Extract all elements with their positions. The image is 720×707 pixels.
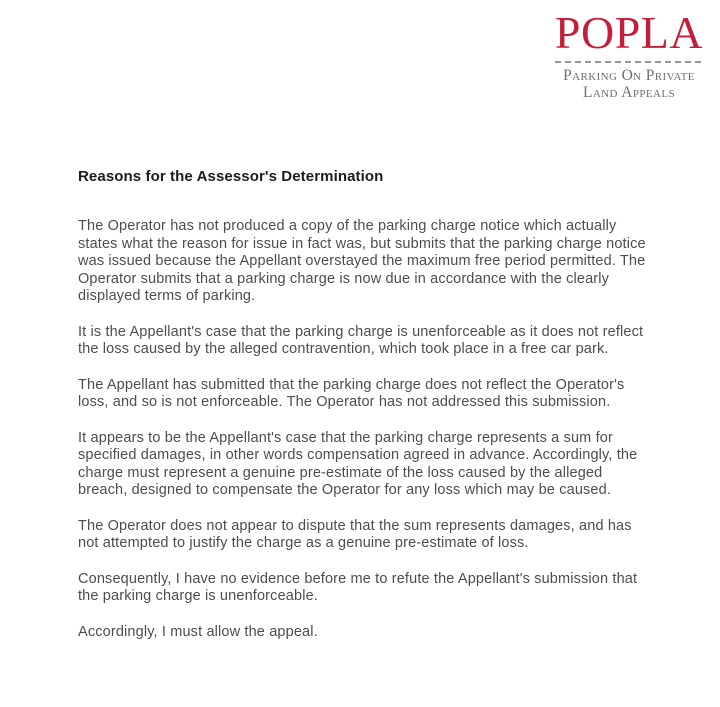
paragraph-operator-no-dispute: The Operator does not appear to dispute that the sum represents damages, and has not attempted to justify the charge as a genuine pre-estimate of loss. — [78, 517, 632, 551]
paragraph-allow-appeal: Accordingly, I must allow the appeal. — [78, 623, 318, 640]
paragraph-specified-damages: It appears to be the Appellant's case that the parking charge represents a sum for specified damages, in other words compensation agreed in advance. Accordingly, the charge must represent a genuine pre-estimate of the loss caused by the alleged breach, designed to compensate the Operator for any loss which may be caused. — [78, 429, 638, 498]
logo-subtitle-line1: Parking On Private — [563, 67, 695, 84]
paragraph-appellant-case: It is the Appellant's case that the parking charge is unenforceable as it does not reflect the loss caused by the alleged contravention, which took place in a free car park. — [78, 323, 644, 357]
determination-body — [78, 168, 653, 659]
popla-logo — [554, 8, 704, 101]
paragraph-operator-submission: The Operator has not produced a copy of the parking charge notice which actually states what the reason for issue in fact was, but submits that the parking charge notice was issued because the Appellant overstayed the maximum free period permitted. The Operator submits that a parking charge is now due in accordance with the clearly displayed terms of parking. — [78, 218, 646, 304]
paragraph-conclusion-evidence: Consequently, I have no evidence before me to refute the Appellant's submission that the parking charge is unenforceable. — [78, 570, 638, 604]
popla-wordmark: POPLA — [554, 7, 704, 58]
logo-subtitle — [554, 68, 704, 101]
logo-dashed-divider — [555, 61, 703, 63]
logo-subtitle-line2: Land Appeals — [582, 83, 676, 101]
paragraph-appellant-submission: The Appellant has submitted that the parking charge does not reflect the Operator's loss, and so is not enforceable. The Operator has not addressed this submission. — [78, 376, 625, 410]
document-heading: Reasons for the Assessor's Determination — [78, 168, 384, 185]
